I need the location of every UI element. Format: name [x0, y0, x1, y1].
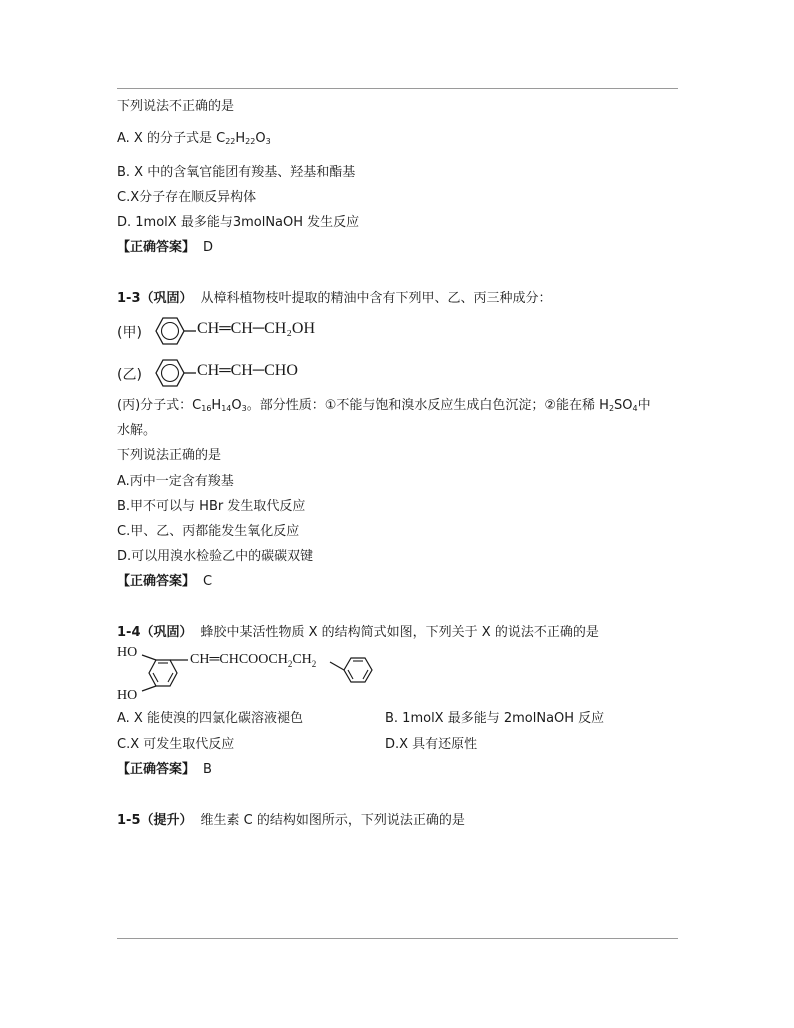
benzene-ring-yi: [148, 355, 192, 391]
catechol-ring: [138, 648, 188, 698]
ho-bottom-label: HO: [117, 688, 138, 703]
q2-option-c: C.X分子存在顺反异构体: [117, 190, 257, 205]
q2-option-a: A. X 的分子式是 $C_{22}H_{22}O_3$: [117, 131, 271, 146]
q3-option-b: B.甲不可以与 HBr 发生取代反应: [117, 499, 306, 514]
q3-stem: 下列说法正确的是: [117, 448, 222, 463]
q3-option-c: C.甲、乙、丙都能发生氧化反应: [117, 524, 300, 539]
q2-stem: 下列说法不正确的是: [117, 99, 235, 114]
q3-option-d: D.可以用溴水检验乙中的碳碳双键: [117, 549, 314, 564]
q2-answer: 【正确答案】 D: [117, 240, 214, 255]
jia-formula: CH═CH─CH₂OH: [197, 320, 316, 337]
q4-answer: 【正确答案】 B: [117, 762, 212, 777]
q3-option-a: A.丙中一定含有羧基: [117, 474, 234, 489]
q4-option-a: A. X 能使溴的四氯化碳溶液褪色: [117, 711, 303, 726]
bing-properties: (丙)分子式：$C_{16}H_{14}O_3$。部分性质：①不能与饱和溴水反应生成白色沉淀；②能在稀 $H_2SO_4$中: [117, 398, 651, 413]
ho-top-label: HO: [117, 645, 138, 660]
header-rule: [117, 88, 678, 89]
q4-option-b: B. 1molX 最多能与 2molNaOH 反应: [385, 711, 605, 726]
q3-header: 1-3（巩固） 从樟科植物枝叶提取的精油中含有下列甲、乙、丙三种成分：: [117, 291, 552, 306]
yi-label: (乙): [117, 367, 142, 383]
q5-header: 1-5（提升） 维生素 C 的结构如图所示，下列说法正确的是: [117, 813, 465, 828]
jia-label: (甲): [117, 325, 142, 341]
bing-properties-cont: 水解。: [117, 423, 157, 438]
q3-answer: 【正确答案】 C: [117, 574, 213, 589]
q4-option-d: D.X 具有还原性: [385, 737, 478, 752]
q4-chain-formula: $CH═CHCOOCH_2CH_2$: [190, 652, 317, 669]
q2-option-d: D. 1molX 最多能与3molNaOH 发生反应: [117, 215, 360, 230]
benzene-ring-jia: [148, 313, 192, 349]
footer-rule: [117, 938, 678, 939]
q4-header: 1-4（巩固） 蜂胶中某活性物质 X 的结构简式如图，下列关于 X 的说法不正确的是: [117, 625, 599, 640]
q2-option-b: B. X 中的含氧官能团有羧基、羟基和酯基: [117, 165, 356, 180]
q4-option-c: C.X 可发生取代反应: [117, 737, 235, 752]
yi-formula: CH═CH─CHO: [197, 362, 298, 379]
phenyl-ring: [330, 650, 382, 694]
